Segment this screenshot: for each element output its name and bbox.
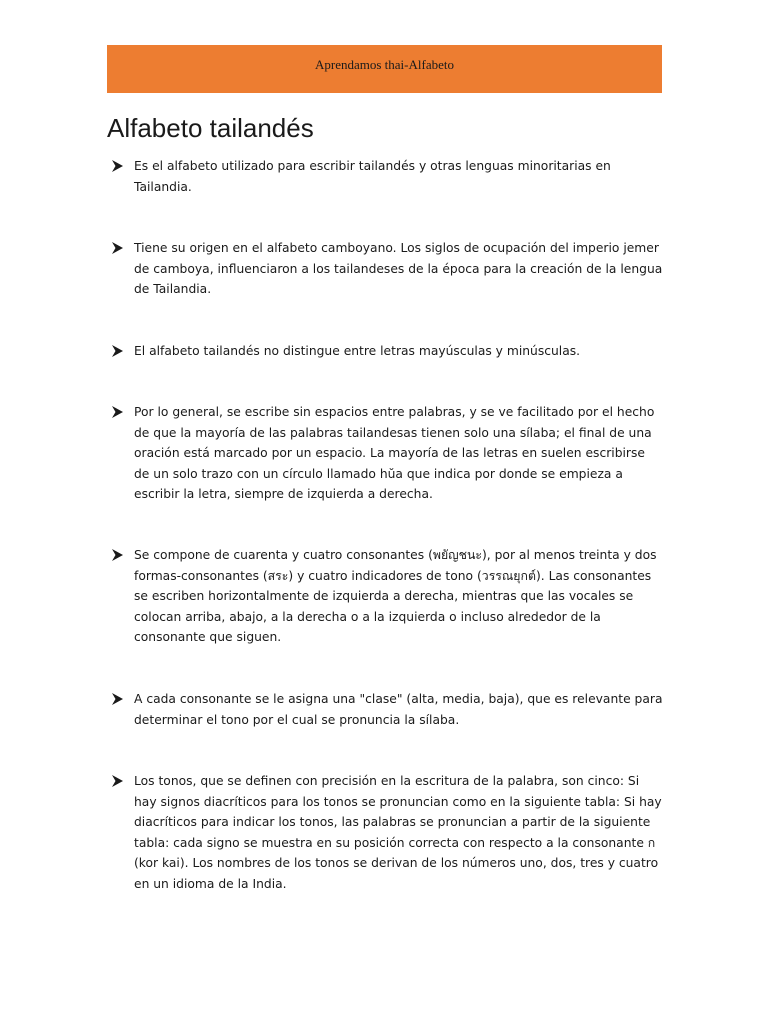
arrowhead-bullet-icon	[111, 545, 125, 565]
bullet-text: A cada consonante se le asigna una "clase" (alta, media, baja), que es relevante para determinar el tono por el cual se pronuncia la sílaba.	[134, 692, 663, 727]
bullet-text: Se compone de cuarenta y cuatro consonantes (พยัญชนะ), por al menos treinta y dos formas-consonantes (สระ) y cuatro indicadores de tono (วรรณยุกต์). Las consonantes se escriben horizontalmente de izquierda a derecha, mientras que las vocales se colocan arriba, abajo, a la derecha o a la izquierda o incluso alrededor de la consonante que siguen.	[134, 548, 657, 644]
arrowhead-bullet-icon	[111, 341, 125, 361]
bullet-text: Es el alfabeto utilizado para escribir tailandés y otras lenguas minoritarias en Tailandia.	[134, 159, 611, 194]
header-bar	[107, 45, 662, 93]
bullet-text: Los tonos, que se definen con precisión en la escritura de la palabra, son cinco: Si hay signos diacríticos para los tonos se pronuncian como en la siguiente tabla: Si hay diacríticos para indicar los tonos, las palabras se pronuncian a partir de la siguiente tabla: cada signo se muestra en su posición correcta con respecto a la consonante ก (kor kai). Los nombres de los tonos se derivan de los números uno, dos, tres y cuatro en un idioma de la India.	[134, 774, 662, 891]
arrowhead-bullet-icon	[111, 689, 125, 709]
page-title: Alfabeto tailandés	[107, 113, 314, 143]
bullet-text: El alfabeto tailandés no distingue entre letras mayúsculas y minúsculas.	[134, 344, 581, 358]
arrowhead-bullet-icon	[111, 156, 125, 176]
header-title: Aprendamos thai-Alfabeto	[315, 57, 454, 72]
arrowhead-bullet-icon	[111, 771, 125, 791]
bullet-text: Tiene su origen en el alfabeto camboyano. Los siglos de ocupación del imperio jemer de camboya, influenciaron a los tailandeses de la época para la creación de la lengua de Tailandia.	[134, 241, 663, 296]
bullet-text: Por lo general, se escribe sin espacios entre palabras, y se ve facilitado por el hecho de que la mayoría de las palabras tailandesas tienen solo una sílaba; el final de una oración está marcado por un espacio. La mayoría de las letras en suelen escribirse de un solo trazo con un círculo llamado hŭa que indica por donde se empieza a escribir la letra, siempre de izquierda a derecha.	[134, 405, 655, 501]
arrowhead-bullet-icon	[111, 238, 125, 258]
arrowhead-bullet-icon	[111, 402, 125, 422]
